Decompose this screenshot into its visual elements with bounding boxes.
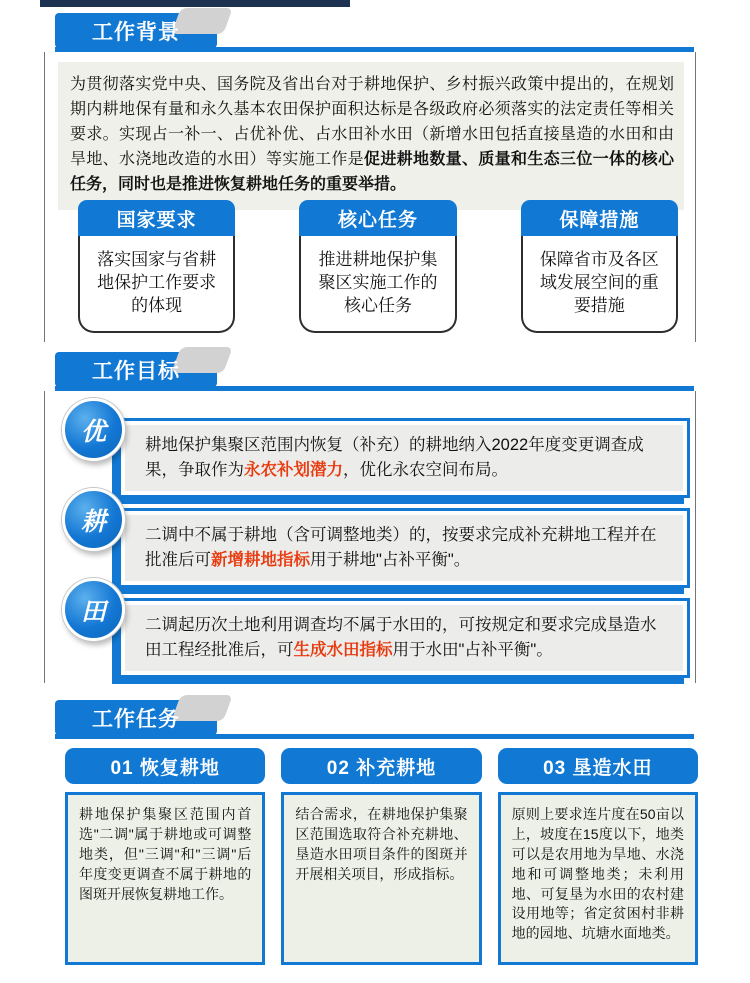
task-header: 02 补充耕地: [281, 748, 481, 784]
goal-text-pre: 耕地保护集聚区范围内恢复（补充）的耕地纳入2022年度变更调查成果，争取作为: [145, 436, 644, 479]
section-title-background: [55, 13, 217, 48]
section-title-goals: [55, 352, 217, 387]
goal-text-post: ，优化永农空间布局。: [343, 460, 508, 479]
card-body: 推进耕地保护集聚区实施工作的核心任务: [299, 236, 456, 333]
background-paragraph-normal: 为贯彻落实党中央、国务院及省出台对于耕地保护、乡村振兴政策中提出的，在规划期内耕地保有量和永久基本农田保护面积达标是各级政府必须落实的法定责任等相关要求。实现占一补一、占优补优、占水田补水田（新增水田包括直接垦造的水田和由旱地、水浇地改造的水田）等实施工作是: [70, 76, 674, 168]
goal-text-highlight: 新增耕地指标: [211, 550, 310, 569]
section-title-tasks: [55, 700, 217, 735]
card-core-task: [299, 200, 456, 333]
card-header: 国家要求: [78, 200, 235, 236]
goal-text-pre: 二调中不属于耕地（含可调整地类）的，按要求完成补充耕地工程并在批准后可: [145, 526, 657, 569]
section-title-tasks-label: 工作任务: [92, 707, 180, 731]
background-paragraph-bold: 促进耕地数量、质量和生态三位一体的核心任务，同时也是推进恢复耕地任务的重要举措。: [70, 150, 674, 193]
task-columns: [65, 748, 698, 965]
goal-item-geng: [118, 508, 690, 588]
task-reclaim-paddy: [498, 748, 698, 965]
card-safeguard-measure: [521, 200, 678, 333]
card-header: 核心任务: [299, 200, 456, 236]
goal-circle-you: 优: [62, 398, 125, 461]
task-header: 01 恢复耕地: [65, 748, 265, 784]
goal-circle-tian: 田: [62, 578, 125, 641]
section-title-goals-label: 工作目标: [92, 359, 180, 383]
task-header: 03 垦造水田: [498, 748, 698, 784]
card-body: 落实国家与省耕地保护工作要求的体现: [78, 236, 235, 333]
goal-text-pre: 二调起历次土地利用调查均不属于水田的，可按规定和要求完成垦造水田工程经批准后，可: [145, 616, 657, 659]
background-cards: [78, 200, 678, 333]
goal-text-highlight: 永农补划潜力: [244, 460, 343, 479]
goal-circle-geng: 耕: [62, 488, 125, 551]
card-header: 保障措施: [521, 200, 678, 236]
task-supplement-farmland: [281, 748, 481, 965]
goal-text-post: 用于水田"占补平衡"。: [392, 640, 553, 659]
task-restore-farmland: [65, 748, 265, 965]
section-title-background-label: 工作背景: [92, 20, 180, 44]
goal-text-post: 用于耕地"占补平衡"。: [310, 550, 471, 569]
task-body: 结合需求，在耕地保护集聚区范围选取符合补充耕地、垦造水田项目条件的图斑并开展相关项目，形成指标。: [281, 792, 481, 965]
card-national-requirement: [78, 200, 235, 333]
goal-item-tian: [118, 598, 690, 678]
goal-text-highlight: 生成水田指标: [293, 640, 393, 659]
top-navy-bar: [40, 0, 350, 7]
task-body: 耕地保护集聚区范围内首选"二调"属于耕地或可调整地类，但"三调"和"三调"后年度变更调查不属于耕地的图斑开展恢复耕地工作。: [65, 792, 265, 965]
goal-item-you: [118, 418, 690, 498]
background-paragraph: [58, 62, 684, 210]
card-body: 保障省市及各区域发展空间的重要措施: [521, 236, 678, 333]
task-body: 原则上要求连片度在50亩以上，坡度在15度以下，地类可以是农用地为旱地、水浇地和可调整地类；未利用地、可复垦为水田的农村建设用地等；省定贫困村非耕地的园地、坑塘水面地类。: [498, 792, 698, 965]
